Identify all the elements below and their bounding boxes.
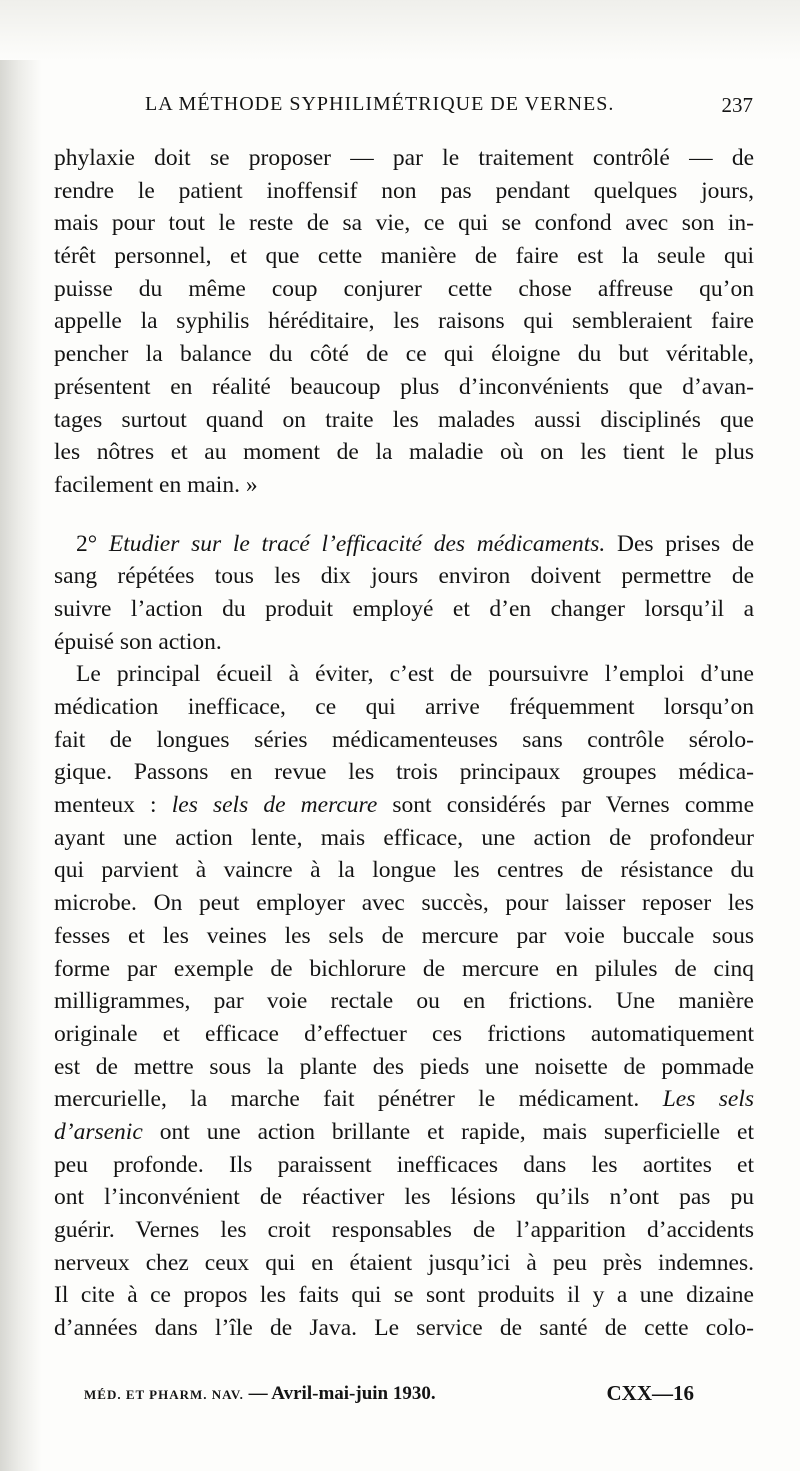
signature-mark: CXX—16: [606, 1381, 694, 1405]
text-line: fait de longues séries médicamenteuses sans contrôle sérolo-: [54, 726, 754, 753]
page-footer: [84, 1381, 694, 1409]
text-line: [54, 1116, 754, 1149]
text-line: qui parvient à vaincre à la longue les centres de résistance du: [54, 857, 754, 884]
text-line: térêt personnel, et que cette manière de faire est la seule qui: [54, 243, 754, 270]
text-line: rendre le patient inoffensif non pas pendant quelques jours,: [54, 177, 754, 204]
text-line: suivre l’action du produit employé et d’en changer lorsqu’il a: [54, 595, 754, 622]
text-line: médication inefficace, ce qui arrive fréquemment lorsqu’on: [54, 694, 754, 720]
text-line: tages surtout quand on traite les malades aussi disciplinés que: [54, 406, 754, 433]
text-line: sang répétées tous les dix jours environ doivent permettre de: [54, 563, 754, 590]
text-line: fesses et les veines les sels de mercure par voie buccale sous: [54, 922, 754, 949]
body-text: [54, 142, 754, 1345]
running-title: LA MÉTHODE SYPHILIMÉTRIQUE DE VERNES.: [145, 93, 615, 115]
section-heading-line: [54, 528, 754, 561]
text-run: sont considérés par Vernes comme: [392, 792, 754, 819]
text-line: mais pour tout le reste de sa vie, ce qui se confond avec son in-: [54, 210, 754, 237]
text-line: puisse du même coup conjurer cette chose affreuse qu’on: [54, 275, 754, 302]
heading-line-rest: Des prises de: [617, 530, 754, 557]
text-line: [54, 1083, 754, 1116]
journal-issue: — Avril-mai-juin 1930.: [248, 1383, 436, 1404]
text-line: guérir. Vernes les croit responsables de l’apparition d’accidents: [54, 1217, 754, 1243]
text-line: gique. Passons en revue les trois principaux groupes médica-: [54, 759, 754, 786]
text-line: facilement en main. »: [54, 471, 258, 498]
journal-abbreviation: MÉD. ET PHARM. NAV.: [84, 1387, 244, 1402]
page-top-shadow: [0, 0, 800, 60]
text-line: appelle la syphilis héréditaire, les raisons qui sembleraient faire: [54, 308, 754, 335]
text-line: est de mettre sous la plante des pieds une noisette de pommade: [54, 1053, 754, 1080]
text-line: présentent en réalité beaucoup plus d’inconvénients que d’avan-: [54, 373, 754, 400]
text-line: ont l’inconvénient de réactiver les lésions qu’ils n’ont pas pu: [54, 1184, 754, 1211]
text-line: forme par exemple de bichlorure de mercure en pilules de cinq: [54, 955, 754, 982]
page-number: 237: [721, 93, 753, 117]
text-line: Il cite à ce propos les faits qui se sont produits il y a une dizaine: [54, 1282, 754, 1309]
text-line: les nôtres et au moment de la maladie où on les tient le plus: [54, 439, 754, 466]
text-line: d’années dans l’île de Java. Le service de santé de cette colo-: [54, 1315, 754, 1342]
emphasis-arsenic: d’arsenic: [54, 1118, 143, 1145]
text-line: pencher la balance du côté de ce qui éloigne du but véritable,: [54, 341, 754, 368]
text-line: nerveux chez ceux qui en étaient jusqu’ici à peu près indemnes.: [54, 1249, 754, 1276]
text-line: [54, 789, 754, 822]
section-heading: Etudier sur le tracé l’efficacité des médicaments.: [108, 530, 606, 557]
emphasis-mercure: les sels de mercure: [171, 792, 378, 819]
text-run: ont une action brillante et rapide, mais superficielle et: [159, 1118, 754, 1145]
text-line: épuisé son action.: [54, 628, 222, 655]
running-header: [145, 93, 753, 119]
text-line: originale et efficace d’effectuer ces frictions automatiquement: [54, 1020, 754, 1047]
text-line: ayant une action lente, mais efficace, une action de profondeur: [54, 824, 754, 851]
section-number: 2°: [76, 530, 98, 557]
text-line: phylaxie doit se proposer — par le traitement contrôlé — de: [54, 145, 754, 171]
text-run: mercurielle, la marche fait pénétrer le médicament.: [54, 1086, 640, 1113]
paragraph-gap: [54, 502, 754, 528]
text-run: menteux :: [54, 792, 157, 819]
emphasis-sels: Les sels: [662, 1086, 754, 1113]
journal-reference: [84, 1383, 436, 1405]
text-line: milligrammes, par voie rectale ou en frictions. Une manière: [54, 988, 754, 1015]
text-line: Le principal écueil à éviter, c’est de poursuivre l’emploi d’une: [76, 661, 754, 688]
page-gutter-shadow: [0, 0, 42, 1471]
text-line: microbe. On peut employer avec succès, pour laisser reposer les: [54, 890, 754, 917]
text-line: peu profonde. Ils paraissent inefficaces dans les aortites et: [54, 1151, 754, 1178]
